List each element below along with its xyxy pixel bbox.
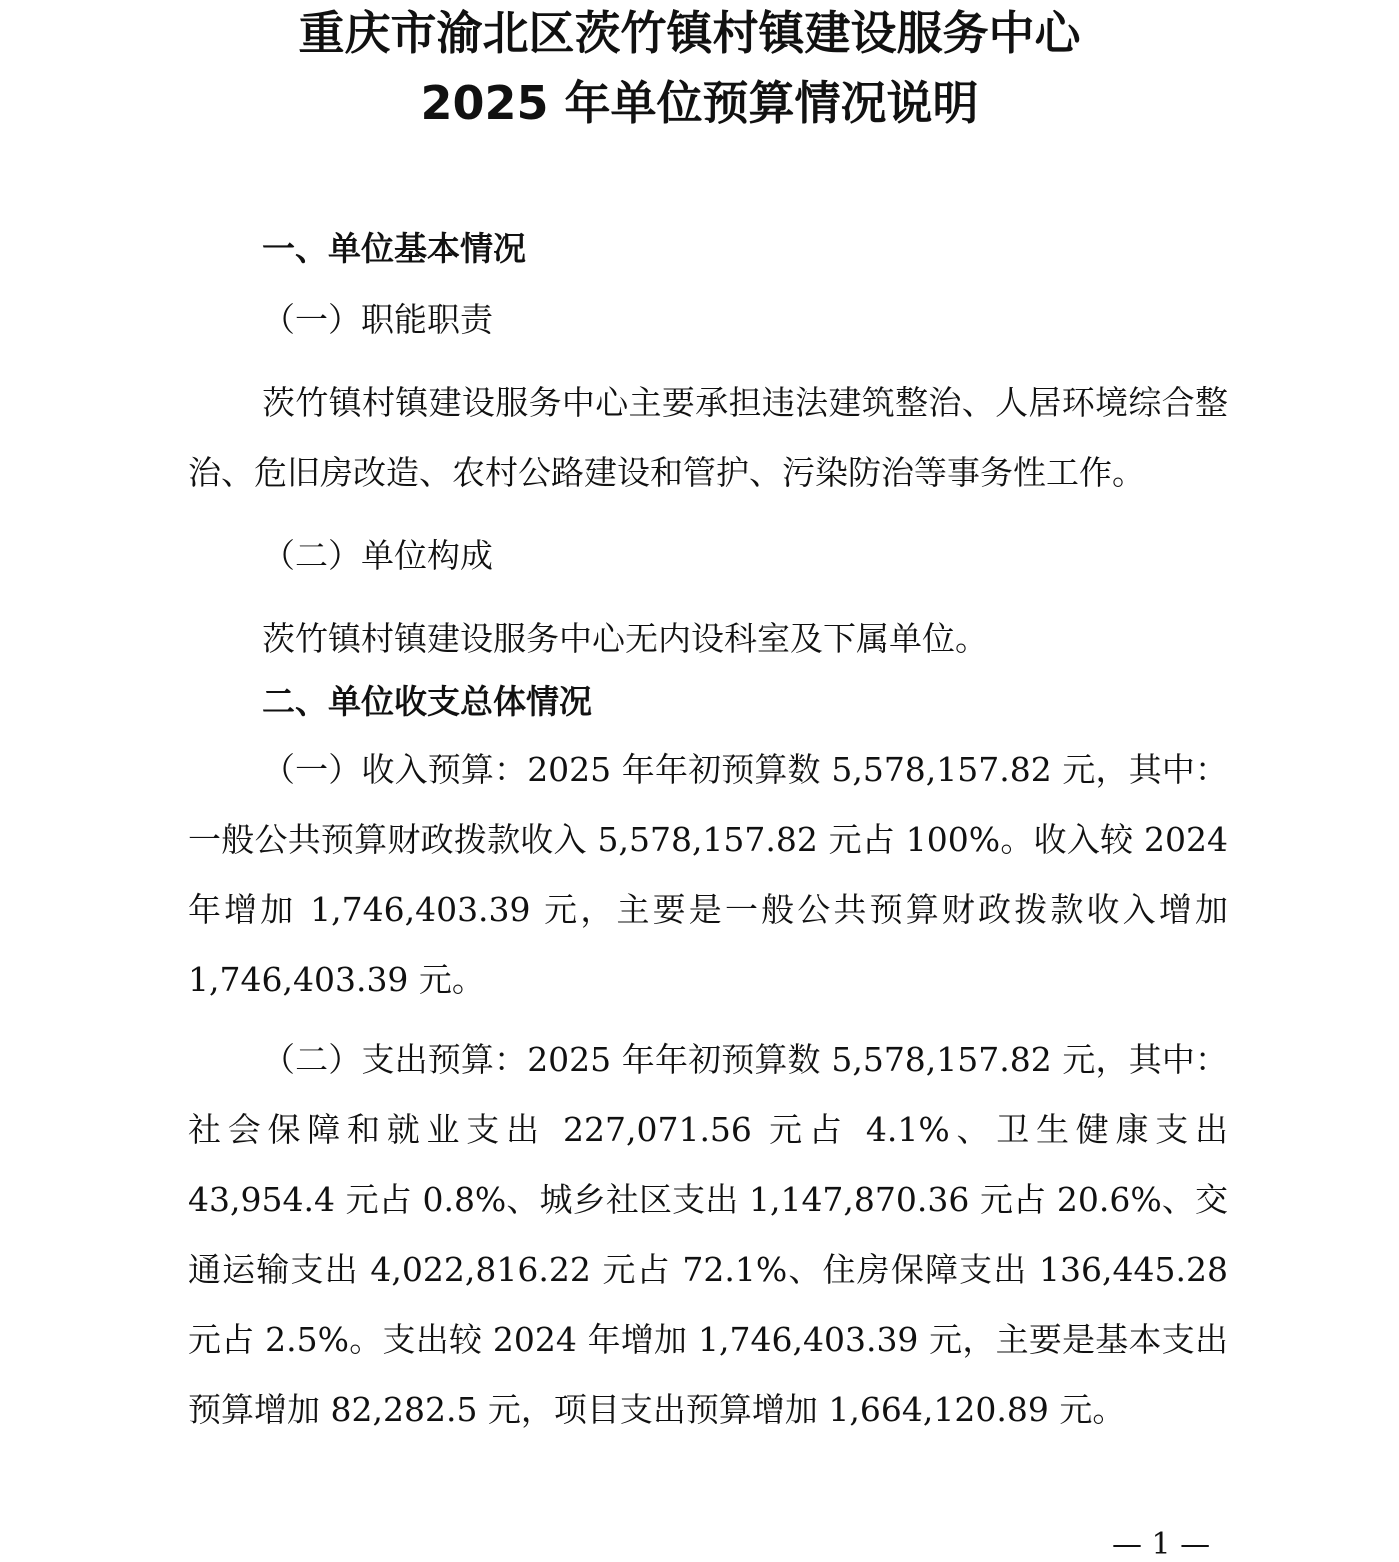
document-title-line2: 2025 年单位预算情况说明 — [420, 76, 979, 130]
section-1-2-heading: （二）单位构成 — [262, 536, 493, 575]
section-2-2-lead: （二）支出预算： — [262, 1040, 528, 1079]
document-title-line1: 重庆市渝北区茨竹镇村镇建设服务中心 — [298, 6, 1081, 60]
section-1-1-heading: （一）职能职责 — [262, 300, 493, 339]
section-2-2-text: 2025 年年初预算数 5,578,157.82 元，其中：社会保障和就业支出 227,071.56 元占 4.1%、卫生健康支出 43,954.4 元占 0.8%、城乡社区支出 1,147,870.36 元占 20.6%、交通运输支出 4,022,816.22 元占 72.1%、住房保障支出 136,445.28 元占 2.5%。支出较 2024 年增加 1,746,403.39 元，主要是基本支出预算增加 82,282.5 元，项目支出预算增加 1,664,120.89 元。 — [188, 1040, 1228, 1429]
section-1-heading: 一、单位基本情况 — [262, 229, 526, 268]
document-body — [188, 226, 1228, 1445]
section-2-2-paragraph — [188, 1025, 1228, 1445]
page-number: — 1 — — [1112, 1527, 1211, 1562]
section-2-1-lead: （一）收入预算： — [262, 750, 528, 789]
section-1-1-paragraph: 茨竹镇村镇建设服务中心主要承担违法建筑整治、人居环境综合整治、危旧房改造、农村公路建设和管护、污染防治等事务性工作。 — [188, 383, 1228, 492]
section-1-2-paragraph: 茨竹镇村镇建设服务中心无内设科室及下属单位。 — [262, 619, 988, 658]
section-2-1-text: 2025 年年初预算数 5,578,157.82 元，其中：一般公共预算财政拨款收入 5,578,157.82 元占 100%。收入较 2024 年增加 1,746,403.39 元，主要是一般公共预算财政拨款收入增加 1,746,403.39 元。 — [188, 750, 1228, 999]
section-2-1-paragraph — [188, 735, 1228, 1015]
section-2-heading: 二、单位收支总体情况 — [262, 682, 592, 721]
